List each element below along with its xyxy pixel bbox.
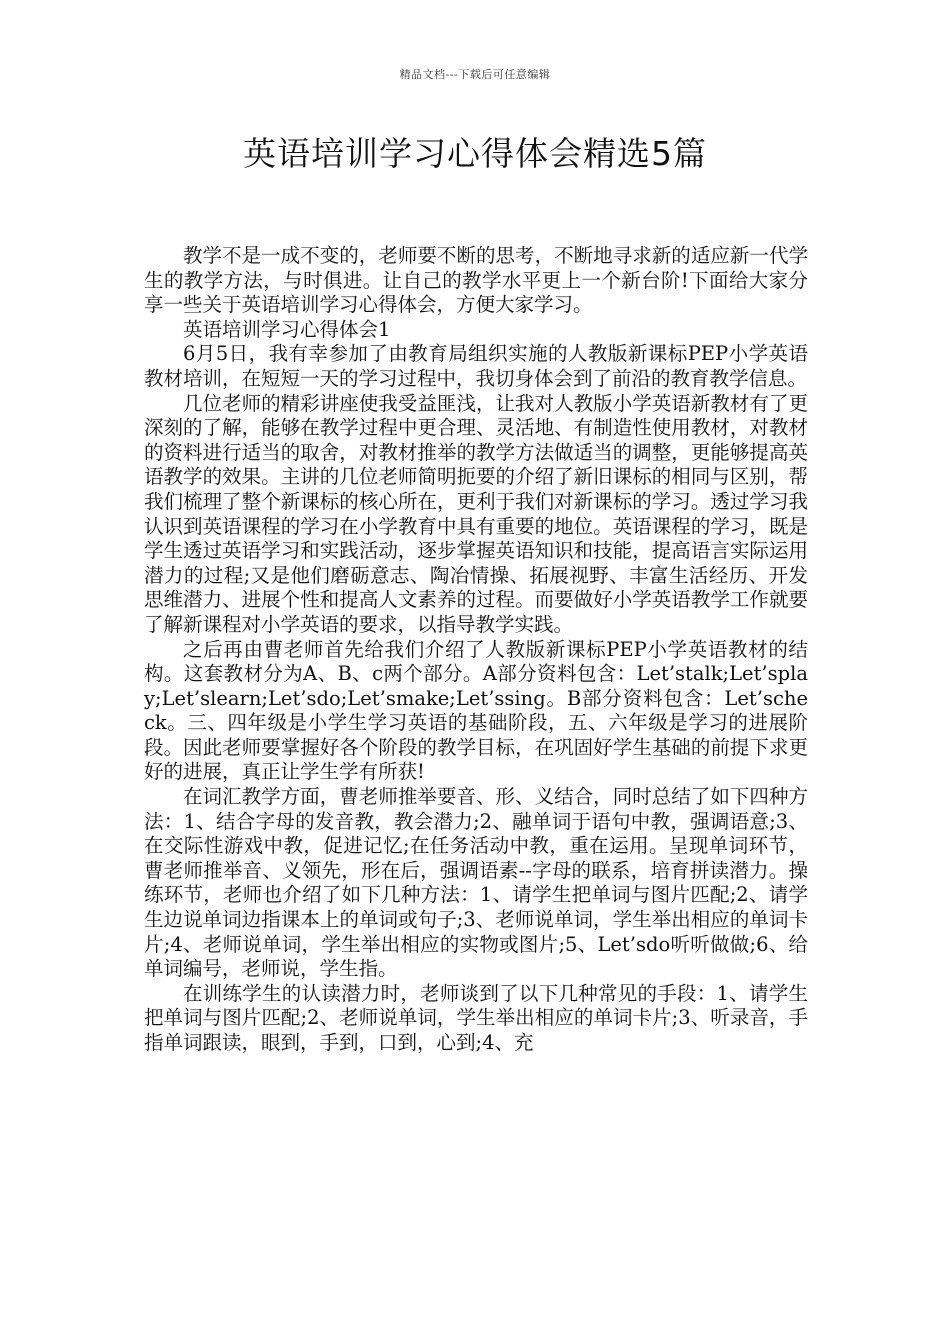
document-body [144,244,808,1056]
document-title: 英语培训学习心得体会精选5篇 [243,134,707,173]
body-paragraph: 之后再由曹老师首先给我们介绍了人教版新课标PEP小学英语教材的结构。这套教材分为A、B、c两个部分。A部分资料包含：Let’stalk;Let’splay;Let’slearn;Let’sdo;Let’smake;Let’ssing。B部分资料包含：Let’scheck。三、四年级是小学生学习英语的基础阶段，五、六年级是学习的进展阶段。因此老师要掌握好各个阶段的教学目标，在巩固好学生基础的前提下求更好的进展，真正让学生学有所获! [144,637,808,784]
page-header-note: 精品文档---下载后可任意编辑 [399,68,551,81]
body-paragraph: 在训练学生的认读潜力时，老师谈到了以下几种常见的手段：1、请学生把单词与图片匹配;2、老师说单词，学生举出相应的单词卡片;3、听录音，手指单词跟读，眼到，手到，口到，心到;4、充 [144,981,808,1054]
body-paragraph: 6月5日，我有幸参加了由教育局组织实施的人教版新课标PEP小学英语教材培训，在短短一天的学习过程中，我切身体会到了前沿的教育教学信息。 [144,342,808,390]
intro-paragraph: 教学不是一成不变的，老师要不断的思考，不断地寻求新的适应新一代学生的教学方法，与时俱进。让自己的教学水平更上一个新台阶!下面给大家分享一些关于英语培训学习心得体会，方便大家学习。 [144,244,808,317]
body-paragraph: 几位老师的精彩讲座使我受益匪浅，让我对人教版小学英语新教材有了更深刻的了解，能够在教学过程中更合理、灵活地、有制造性使用教材，对教材的资料进行适当的取舍，对教材推举的教学方法做适当的调整，更能够提高英语教学的效果。主讲的几位老师简明扼要的介绍了新旧课标的相同与区别，帮我们梳理了整个新课标的核心所在，更利于我们对新课标的学习。透过学习我认识到英语课程的学习在小学教育中具有重要的地位。英语课程的学习，既是学生透过英语学习和实践活动，逐步掌握英语知识和技能，提高语言实际运用潜力的过程;又是他们磨砺意志、陶冶情操、拓展视野、丰富生活经历、开发思维潜力、进展个性和提高人文素养的过程。而要做好小学英语教学工作就要了解新课程对小学英语的要求，以指导教学实践。 [144,391,808,636]
body-paragraph: 在词汇教学方面，曹老师推举要音、形、义结合，同时总结了如下四种方法：1、结合字母的发音教，教会潜力;2、融单词于语句中教，强调语意;3、在交际性游戏中教，促进记忆;在任务活动中教，重在运用。呈现单词环节，曹老师推举音、义领先，形在后，强调语素--字母的联系，培育拼读潜力。操练环节，老师也介绍了如下几种方法：1、请学生把单词与图片匹配;2、请学生边说单词边指课本上的单词或句子;3、老师说单词，学生举出相应的单词卡片;4、老师说单词，学生举出相应的实物或图片;5、Let’sdo听听做做;6、给单词编号，老师说，学生指。 [144,785,808,981]
section-heading: 英语培训学习心得体会1 [183,317,391,341]
